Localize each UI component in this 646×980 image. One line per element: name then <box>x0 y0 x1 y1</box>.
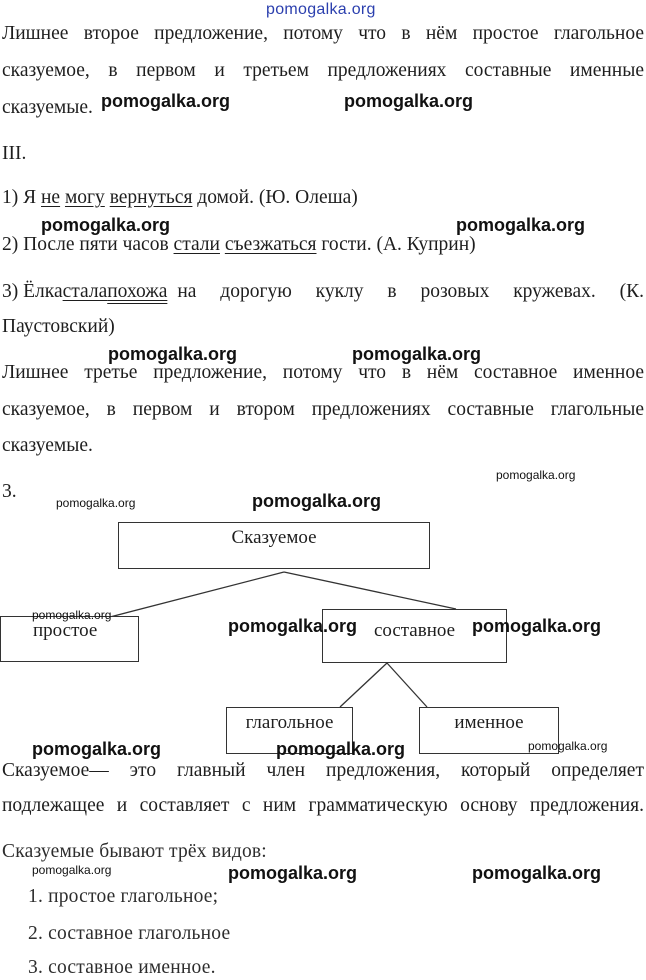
node-label: простое <box>33 620 98 641</box>
paragraph-line: сказуемые. <box>2 97 93 118</box>
paragraph-line: Лишнее третье предложение, потому что в нём составное именное <box>2 362 644 383</box>
paragraph-line: сказуемое, в первом и втором предложениях составные глагольные <box>2 399 644 420</box>
watermark: pomogalka.org <box>344 91 474 111</box>
sentence-prefix: 1) Я <box>2 187 37 208</box>
section-heading: III. <box>2 143 27 164</box>
node-label: глагольное <box>245 712 334 733</box>
list-item: 3. составное именное. <box>28 957 216 978</box>
watermark: pomogalka.org <box>252 491 382 511</box>
sentence-prefix: 2) После пяти часов <box>2 234 169 255</box>
sentence-3-continuation: Паустовский) <box>2 316 115 337</box>
watermark-top: pomogalka.org <box>266 1 376 18</box>
watermark: pomogalka.org <box>32 739 162 759</box>
sentence-rest: на дорогую куклу в розовых кружевах. (К. <box>177 281 644 302</box>
watermark: pomogalka.org <box>352 344 482 364</box>
watermark: pomogalka.org <box>32 863 112 877</box>
predicate-word: вернуться <box>109 187 193 208</box>
watermark: pomogalka.org <box>56 496 136 510</box>
predicate-word: стали <box>173 234 220 255</box>
watermark: pomogalka.org <box>228 616 358 636</box>
watermark: pomogalka.org <box>108 344 238 364</box>
node-label: именное <box>454 712 524 733</box>
watermark: pomogalka.org <box>32 608 112 622</box>
sentence-rest: гости. (А. Куприн) <box>321 234 476 255</box>
list-item: 1. простое глагольное; <box>28 886 219 907</box>
watermark: pomogalka.org <box>456 215 586 235</box>
definition-line: подлежащее и составляет с ним грамматическую основу предложения. <box>2 795 644 816</box>
sentence-prefix: 3) Ёлка <box>2 281 63 302</box>
watermark: pomogalka.org <box>496 468 576 482</box>
list-item: 2. составное глагольное <box>28 923 231 944</box>
watermark: pomogalka.org <box>276 739 406 759</box>
definition-line: Сказуемое— это главный член предложения, который определяет <box>2 760 644 781</box>
watermark: pomogalka.org <box>528 739 608 753</box>
section-heading: 3. <box>2 481 17 502</box>
predicate-word: похожа <box>107 281 168 302</box>
predicate-word: съезжаться <box>224 234 317 255</box>
paragraph-line: Лишнее второе предложение, потому что в нём простое глагольное <box>2 23 644 44</box>
paragraph-line: сказуемые. <box>2 435 93 456</box>
predicate-word: не <box>41 187 61 208</box>
watermark: pomogalka.org <box>228 863 358 883</box>
paragraph-line: сказуемое, в первом и третьем предложениях составные именные <box>2 60 644 81</box>
predicate-word: могу <box>64 187 105 208</box>
node-label: Сказуемое <box>231 527 317 548</box>
types-intro: Сказуемые бывают трёх видов: <box>2 841 267 862</box>
diagram-node-root <box>118 522 430 569</box>
sentence-rest: домой. (Ю. Олеша) <box>197 187 358 208</box>
watermark: pomogalka.org <box>41 215 171 235</box>
diagram-node-simple <box>0 616 139 662</box>
node-label: составное <box>373 620 456 641</box>
predicate-word: стала <box>62 281 108 302</box>
watermark: pomogalka.org <box>472 863 602 883</box>
watermark: pomogalka.org <box>472 616 602 636</box>
watermark: pomogalka.org <box>101 91 231 111</box>
